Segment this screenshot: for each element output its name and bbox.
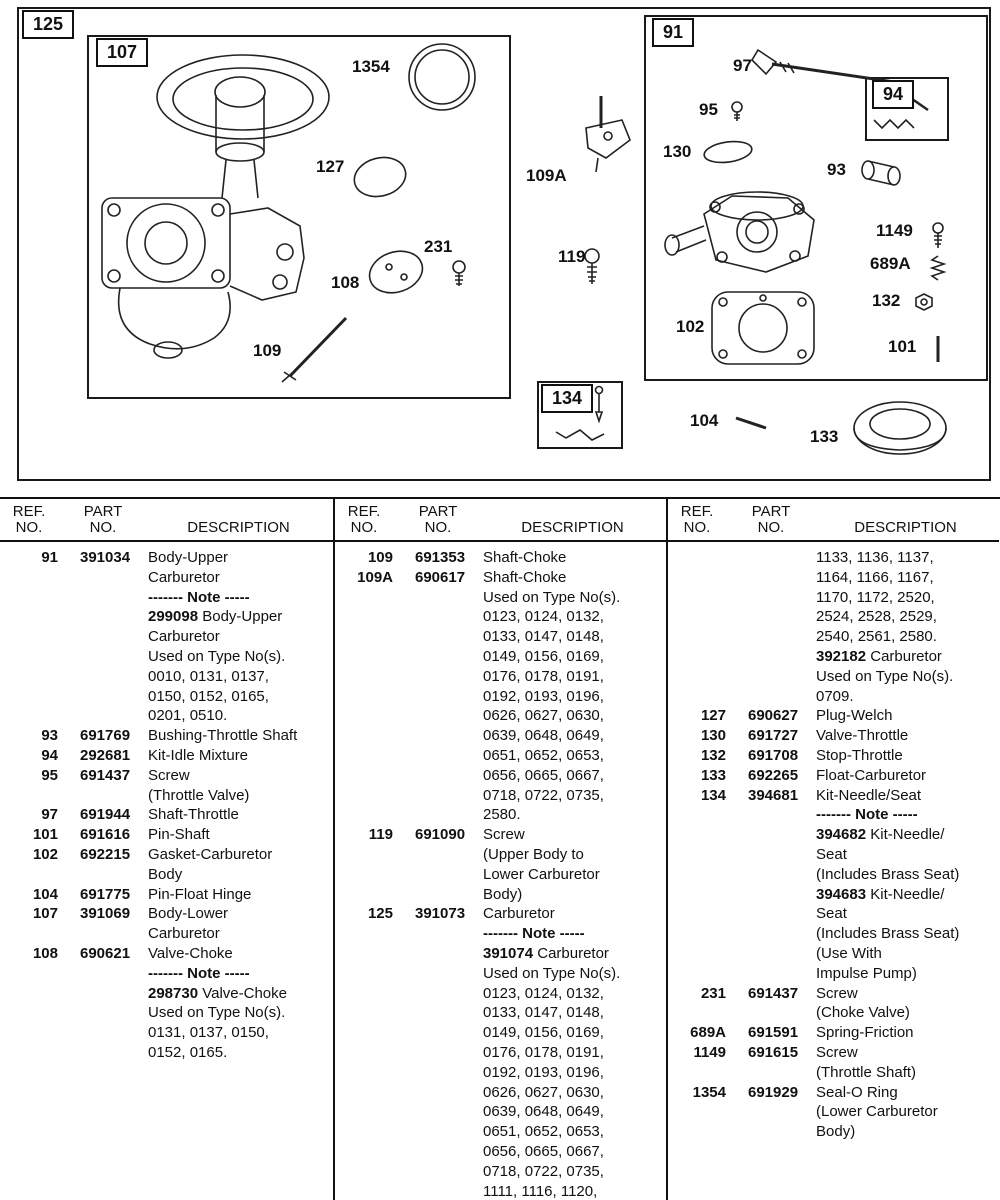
description-line: Used on Type No(s).	[483, 588, 621, 606]
parts-row	[0, 548, 333, 726]
description-line: Carburetor	[483, 905, 555, 923]
description-line: (Includes Brass Seat)	[816, 925, 960, 943]
header-ref-line2: NO.	[15, 519, 43, 536]
ref-no: 109A	[357, 568, 393, 586]
description-line: 0718, 0722, 0735,	[483, 1162, 604, 1180]
part-no: 690627	[748, 707, 799, 725]
description-line: Stop-Throttle	[816, 746, 903, 764]
ref-no: 1354	[692, 1083, 726, 1101]
description-line: (Use With	[816, 944, 882, 962]
description	[148, 766, 333, 806]
description-line: (Lower Carburetor	[816, 1103, 938, 1121]
part-no: 691769	[80, 727, 131, 745]
description-line: Bushing-Throttle Shaft	[148, 727, 298, 745]
description-line: 0149, 0156, 0169,	[483, 647, 604, 665]
description-line: Valve-Choke	[148, 944, 233, 962]
description-line: 0152, 0165.	[148, 1043, 228, 1061]
description-line: Seat	[816, 905, 847, 923]
description	[816, 1083, 999, 1142]
description-line: (Throttle Shaft)	[816, 1063, 917, 1081]
description-line: Screw	[148, 766, 190, 784]
callout-689A: 689A	[870, 254, 911, 273]
description-line: (Includes Brass Seat)	[816, 865, 960, 883]
description-line: 0709.	[816, 687, 854, 705]
part-no: 690617	[415, 568, 466, 586]
diagram-art	[0, 0, 1000, 492]
description-line: Float-Carburetor	[816, 766, 927, 784]
part-no: 691727	[748, 727, 799, 745]
description-line: Shaft-Throttle	[148, 806, 239, 824]
description-line: Carburetor	[148, 925, 220, 943]
header-ref-line2: NO.	[683, 519, 711, 536]
description	[483, 825, 666, 904]
ref-no: 132	[700, 746, 726, 764]
description-line: 0626, 0627, 0630,	[483, 707, 604, 725]
description-line: 1170, 1172, 2520,	[816, 588, 935, 606]
description	[816, 1043, 999, 1083]
description-line: 1111, 1116, 1120,	[483, 1182, 598, 1200]
description-line: ------- Note -----	[148, 964, 250, 982]
parts-row	[668, 1043, 999, 1083]
description-line: Gasket-Carburetor	[148, 845, 273, 863]
callout-133: 133	[810, 427, 839, 446]
header-part	[393, 504, 483, 536]
ref-no: 107	[32, 905, 58, 923]
parts-row	[0, 766, 333, 806]
description-line: 0656, 0665, 0667,	[483, 766, 604, 784]
ref-no: 97	[41, 806, 58, 824]
parts-row	[668, 726, 999, 746]
description-line: Used on Type No(s).	[148, 1004, 286, 1022]
description-line: (Choke Valve)	[816, 1004, 910, 1022]
part-no: 391034	[80, 549, 131, 566]
description-line: 0131, 0137, 0150,	[148, 1024, 269, 1042]
parts-row	[0, 746, 333, 766]
part-no: 691353	[415, 549, 466, 566]
description-line: (Throttle Valve)	[148, 786, 250, 804]
header-part-line1: PART	[751, 503, 791, 520]
header-part	[58, 504, 148, 536]
callout-102: 102	[676, 317, 705, 336]
ref-no: 231	[700, 984, 726, 1002]
callout-104: 104	[690, 411, 719, 430]
description-line: Pin-Shaft	[148, 826, 210, 844]
callout-1149: 1149	[876, 221, 913, 240]
parts-row	[668, 1083, 999, 1142]
description-line: 0718, 0722, 0735,	[483, 786, 604, 804]
part-no	[726, 548, 816, 706]
callout-94: 94	[872, 80, 914, 109]
description-line: Seat	[816, 845, 847, 863]
callout-134: 134	[541, 384, 593, 413]
header-part-line2: NO.	[424, 519, 452, 536]
header-ref	[335, 504, 393, 536]
parts-row	[668, 984, 999, 1024]
part-no: 691437	[80, 766, 131, 784]
description	[816, 726, 999, 746]
description-line: Used on Type No(s).	[816, 667, 954, 685]
part-no: 692265	[748, 766, 799, 784]
parts-column-1	[0, 499, 333, 1200]
header-ref	[0, 504, 58, 536]
ref-no: 119	[368, 826, 393, 844]
table-header	[0, 499, 333, 542]
parts-row	[0, 726, 333, 746]
description	[148, 548, 333, 726]
description-line: Valve-Throttle	[816, 727, 909, 745]
description-line: 298730 Valve-Choke	[148, 984, 287, 1002]
part-no: 691708	[748, 746, 799, 764]
header-part-line2: NO.	[757, 519, 785, 536]
callout-109: 109	[253, 341, 282, 360]
description	[816, 548, 999, 706]
column-body	[0, 542, 333, 1200]
parts-column-2	[333, 499, 666, 1200]
description	[148, 904, 333, 944]
callout-1354: 1354	[352, 57, 390, 76]
parts-row	[0, 825, 333, 845]
parts-row	[0, 805, 333, 825]
description	[816, 746, 999, 766]
description-line: 2540, 2561, 2580.	[816, 628, 937, 646]
ref-no: 130	[700, 727, 726, 745]
description-line: ------- Note -----	[148, 588, 250, 606]
description-line: 0192, 0193, 0196,	[483, 1063, 604, 1081]
description	[148, 746, 333, 766]
part-no: 691090	[415, 826, 466, 844]
parts-row	[668, 766, 999, 786]
header-description: DESCRIPTION	[187, 519, 290, 536]
header-ref	[668, 504, 726, 536]
parts-row	[668, 786, 999, 984]
description-line: 0639, 0648, 0649,	[483, 727, 604, 745]
description-line: 0123, 0124, 0132,	[483, 608, 604, 626]
description-line: 392182 Carburetor	[816, 647, 942, 665]
part-no: 391069	[80, 905, 131, 923]
ref-no: 125	[367, 905, 393, 923]
description	[816, 1023, 999, 1043]
description-line: Screw	[816, 984, 858, 1002]
description-line: Kit-Idle Mixture	[148, 746, 249, 764]
description-line: Carburetor	[148, 628, 220, 646]
callout-125: 125	[22, 10, 74, 39]
callout-97: 97	[733, 56, 752, 75]
description-line: 0123, 0124, 0132,	[483, 984, 604, 1002]
parts-row	[0, 944, 333, 1063]
header-ref-line1: REF.	[12, 503, 46, 520]
part-no: 691615	[748, 1043, 799, 1061]
parts-row	[335, 904, 666, 1200]
callout-231: 231	[424, 237, 453, 256]
ref-no: 104	[32, 885, 58, 903]
description-line: 1133, 1136, 1137,	[816, 549, 934, 566]
description-line: ------- Note -----	[483, 925, 585, 943]
description	[816, 786, 999, 984]
ref-no: 127	[700, 707, 726, 725]
part-no: 691775	[80, 885, 131, 903]
ref-no: 1149	[693, 1043, 726, 1061]
parts-column-3	[666, 499, 999, 1200]
parts-row	[335, 548, 666, 568]
description-line: 0201, 0510.	[148, 707, 228, 725]
ref-no: 109	[367, 549, 393, 566]
header-description: DESCRIPTION	[521, 519, 624, 536]
description-line: (Upper Body to	[483, 845, 584, 863]
parts-row	[335, 825, 666, 904]
description-line: Body)	[816, 1123, 856, 1141]
description-line: Shaft-Choke	[483, 549, 567, 566]
description-line: Shaft-Choke	[483, 568, 567, 586]
callout-132: 132	[872, 291, 901, 310]
description	[148, 845, 333, 885]
description-line: 2524, 2528, 2529,	[816, 608, 937, 626]
description-line: 0651, 0652, 0653,	[483, 1123, 604, 1141]
description	[483, 568, 666, 825]
description-line: 0192, 0193, 0196,	[483, 687, 604, 705]
column-body	[668, 542, 999, 1200]
description-line: Used on Type No(s).	[483, 964, 621, 982]
description-line: Body-Upper	[148, 549, 229, 566]
parts-row	[668, 706, 999, 726]
callout-109A: 109A	[526, 166, 567, 185]
description-line: Body)	[483, 885, 523, 903]
part-no: 391073	[415, 905, 466, 923]
description-line: Body-Lower	[148, 905, 229, 923]
description	[148, 825, 333, 845]
part-no: 691944	[80, 806, 131, 824]
part-no: 691929	[748, 1083, 799, 1101]
callout-130: 130	[663, 142, 692, 161]
callout-107: 107	[96, 38, 148, 67]
description	[148, 885, 333, 905]
callout-127: 127	[316, 157, 345, 176]
description-line: 0150, 0152, 0165,	[148, 687, 269, 705]
description-line: 394682 Kit-Needle/	[816, 826, 945, 844]
header-part-line1: PART	[83, 503, 123, 520]
description-line: 0626, 0627, 0630,	[483, 1083, 604, 1101]
description-line: 0149, 0156, 0169,	[483, 1024, 604, 1042]
description-line: Screw	[483, 826, 525, 844]
ref-no: 95	[41, 766, 58, 784]
ref-no: 133	[700, 766, 726, 784]
description	[483, 548, 666, 568]
description-line: 2580.	[483, 806, 521, 824]
description-line: Carburetor	[148, 568, 220, 586]
ref-no: 91	[41, 549, 58, 566]
parts-row	[0, 885, 333, 905]
callout-101: 101	[888, 337, 917, 356]
description-line: 0176, 0178, 0191,	[483, 1043, 604, 1061]
parts-row	[0, 845, 333, 885]
description-line: 391074 Carburetor	[483, 944, 609, 962]
description-line: 0656, 0665, 0667,	[483, 1142, 604, 1160]
table-header	[335, 499, 666, 542]
description-line: 1164, 1166, 1167,	[816, 568, 934, 586]
ref-no: 108	[32, 944, 58, 962]
part-no: 292681	[80, 746, 131, 764]
description-line: Used on Type No(s).	[148, 647, 286, 665]
parts-row	[0, 904, 333, 944]
parts-row	[335, 568, 666, 825]
table-header	[668, 499, 999, 542]
description	[483, 904, 666, 1200]
parts-row	[668, 1023, 999, 1043]
part-no: 692215	[80, 845, 131, 863]
callout-95: 95	[699, 100, 718, 119]
description-line: 394683 Kit-Needle/	[816, 885, 945, 903]
description	[816, 766, 999, 786]
description-line: Lower Carburetor	[483, 865, 600, 883]
description-line: Seal-O Ring	[816, 1083, 898, 1101]
callout-93: 93	[827, 160, 846, 179]
callout-119: 119	[558, 247, 586, 266]
header-ref-line1: REF.	[680, 503, 714, 520]
description-line: Pin-Float Hinge	[148, 885, 252, 903]
ref-no: 689A	[690, 1024, 726, 1042]
column-body	[335, 542, 666, 1200]
parts-table	[0, 497, 1000, 1200]
header-part	[726, 504, 816, 536]
callout-108: 108	[331, 273, 360, 292]
description	[816, 984, 999, 1024]
ref-no: 93	[41, 727, 58, 745]
part-no: 691591	[748, 1024, 799, 1042]
exploded-parts-diagram	[0, 0, 1000, 492]
part-no: 691616	[80, 826, 131, 844]
description-line: 0133, 0147, 0148,	[483, 1004, 604, 1022]
description-line: ------- Note -----	[816, 806, 918, 824]
description-line: 0176, 0178, 0191,	[483, 667, 604, 685]
description-line: 0639, 0648, 0649,	[483, 1103, 604, 1121]
description-line: Screw	[816, 1043, 858, 1061]
description	[816, 706, 999, 726]
ref-no: 134	[700, 786, 726, 804]
ref-no: 101	[32, 826, 58, 844]
ref-no	[668, 548, 726, 706]
part-no: 690621	[80, 944, 131, 962]
description-line: 0010, 0131, 0137,	[148, 667, 269, 685]
description-line: 299098 Body-Upper	[148, 608, 283, 626]
ref-no: 94	[41, 746, 58, 764]
header-ref-line2: NO.	[350, 519, 378, 536]
description	[148, 944, 333, 1063]
description-line: Impulse Pump)	[816, 964, 917, 982]
part-no: 394681	[748, 786, 799, 804]
description	[148, 805, 333, 825]
callout-91: 91	[652, 18, 694, 47]
header-ref-line1: REF.	[347, 503, 381, 520]
parts-row	[668, 548, 999, 706]
description	[148, 726, 333, 746]
description-line: Plug-Welch	[816, 707, 893, 725]
part-no: 691437	[748, 984, 799, 1002]
description-line: Spring-Friction	[816, 1024, 914, 1042]
ref-no: 102	[32, 845, 58, 863]
description-line: 0651, 0652, 0653,	[483, 746, 604, 764]
description-line: 0133, 0147, 0148,	[483, 628, 604, 646]
parts-row	[668, 746, 999, 766]
header-part-line1: PART	[418, 503, 458, 520]
description-line: Kit-Needle/Seat	[816, 786, 922, 804]
description-line: Body	[148, 865, 183, 883]
header-description: DESCRIPTION	[854, 519, 957, 536]
header-part-line2: NO.	[89, 519, 117, 536]
